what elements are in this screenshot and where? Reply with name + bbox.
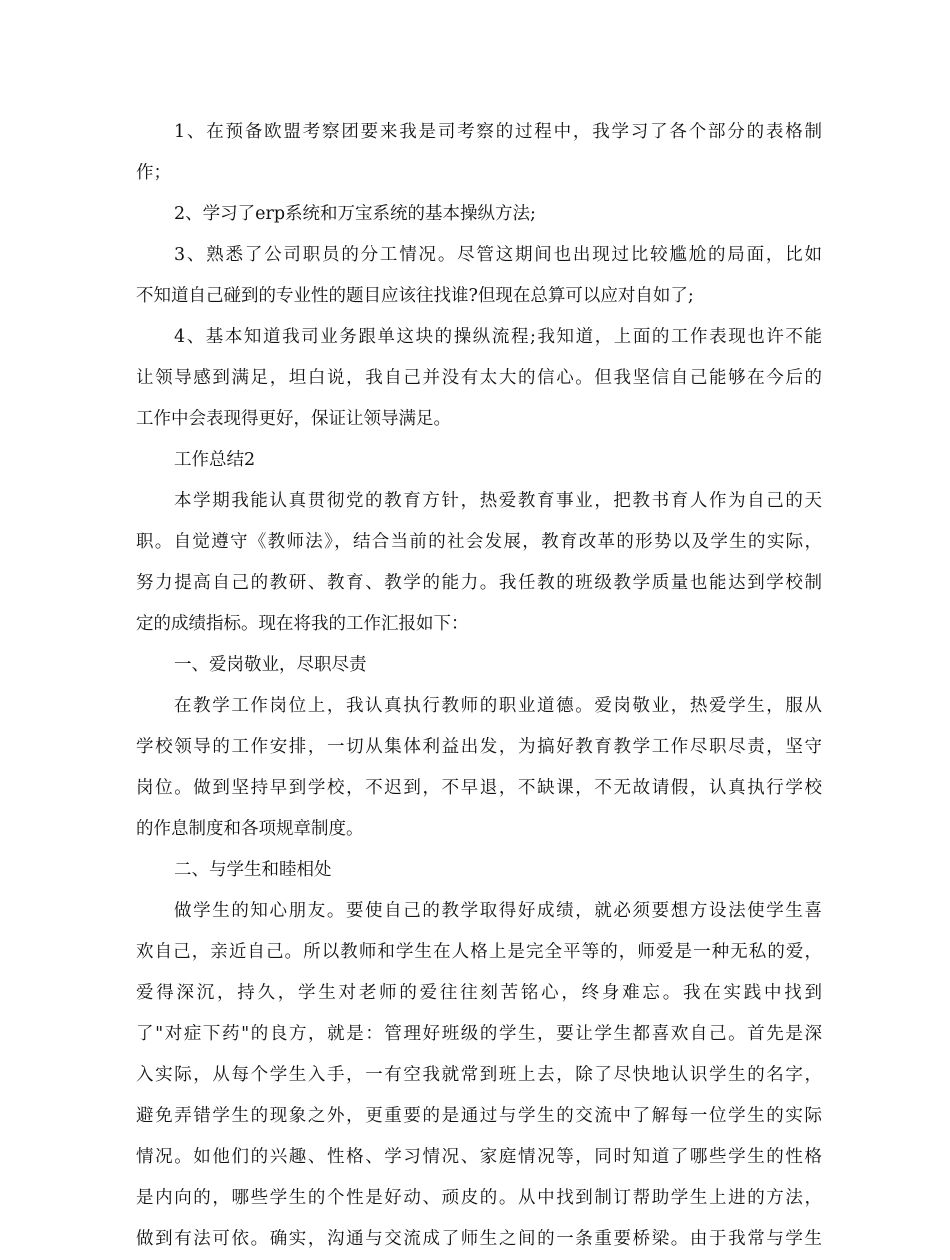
paragraph-line: 做学生的知心朋友。要使自己的教学取得好成绩，就必须要想方设法使学生喜 [174, 901, 822, 921]
paragraph-line: 的作息制度和各项规章制度。 [136, 819, 364, 839]
paragraph-line: 在教学工作岗位上，我认真执行教师的职业道德。爱岗敬业，热爱学生，服从 [174, 696, 822, 716]
paragraph-line: 岗位。做到坚持早到学校，不迟到，不早退，不缺课，不无故请假，认真执行学校 [136, 778, 822, 798]
paragraph-line: 入实际，从每个学生入手，一有空我就常到班上去，除了尽快地认识学生的名字， [136, 1065, 822, 1085]
paragraph-line: 欢自己，亲近自己。所以教师和学生在人格上是完全平等的，师爱是一种无私的爱， [136, 942, 822, 962]
paragraph-line: 1、在预备欧盟考察团要来我是司考察的过程中，我学习了各个部分的表格制 [174, 122, 822, 142]
paragraph-line: 学校领导的工作安排，一切从集体利益出发，为搞好教育教学工作尽职尽责，坚守 [136, 737, 822, 757]
section-heading: 一、爱岗敬业，尽职尽责 [174, 655, 367, 675]
paragraph-line: 2、学习了erp系统和万宝系统的基本操纵方法; [174, 204, 536, 224]
paragraph-line: 作； [136, 163, 171, 183]
paragraph-line: 是内向的，哪些学生的个性是好动、顽皮的。从中找到制订帮助学生上进的方法， [136, 1188, 822, 1208]
section-heading: 二、与学生和睦相处 [174, 860, 332, 880]
paragraph-line: 爱得深沉，持久，学生对老师的爱往往刻苦铭心，终身难忘。我在实践中找到 [136, 983, 822, 1003]
section-heading: 工作总结2 [174, 450, 256, 470]
paragraph-line: 3、熟悉了公司职员的分工情况。尽管这期间也出现过比较尴尬的局面，比如 [174, 245, 822, 265]
paragraph-line: 本学期我能认真贯彻党的教育方针，热爱教育事业，把教书育人作为自己的天 [174, 491, 822, 511]
paragraph-line: 避免弄错学生的现象之外，更重要的是通过与学生的交流中了解每一位学生的实际 [136, 1106, 822, 1126]
paragraph-line: 情况。如他们的兴趣、性格、学习情况、家庭情况等，同时知道了哪些学生的性格 [136, 1147, 822, 1167]
paragraph-line: 了"对症下药"的良方，就是：管理好班级的学生，要让学生都喜欢自己。首先是深 [136, 1024, 822, 1044]
paragraph-line: 不知道自己碰到的专业性的题目应该往找谁?但现在总算可以应对自如了; [136, 286, 694, 306]
paragraph-line: 让领导感到满足，坦白说，我自己并没有太大的信心。但我坚信自己能够在今后的 [136, 368, 822, 388]
paragraph-line: 做到有法可依。确实，沟通与交流成了师生之间的一条重要桥梁。由于我常与学生 [136, 1229, 822, 1249]
document-page [136, 112, 822, 1260]
paragraph-line: 定的成绩指标。现在将我的工作汇报如下： [136, 614, 469, 634]
paragraph-line: 职。自觉遵守《教师法》，结合当前的社会发展，教育改革的形势以及学生的实际， [136, 532, 822, 552]
paragraph-line: 4、基本知道我司业务跟单这块的操纵流程;我知道，上面的工作表现也许不能 [174, 327, 822, 347]
paragraph-line: 工作中会表现得更好，保证让领导满足。 [136, 409, 451, 429]
paragraph-line: 努力提高自己的教研、教育、教学的能力。我任教的班级教学质量也能达到学校制 [136, 573, 822, 593]
